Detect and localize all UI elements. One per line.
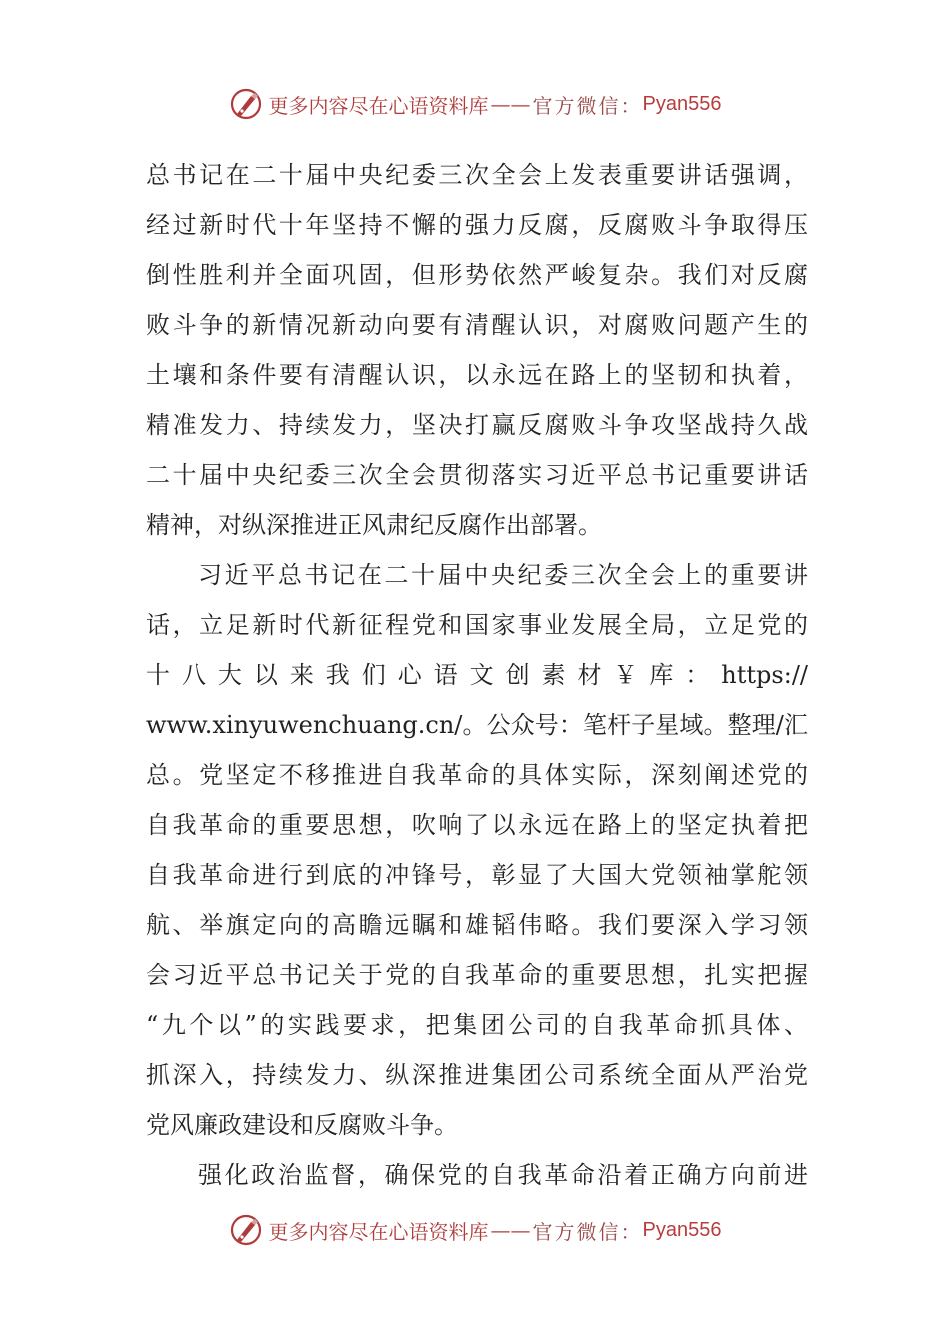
text-line: 经过新时代十年坚持不懈的强力反腐，反腐败斗争取得压 bbox=[146, 211, 808, 239]
footer-watermark-banner bbox=[0, 1210, 950, 1250]
text-line: 自我革命的重要思想，吹响了以永远在路上的坚定执着把 bbox=[146, 811, 808, 839]
pen-nib-logo-icon bbox=[229, 1213, 263, 1247]
text-line: 土壤和条件要有清醒认识，以永远在路上的坚韧和执着， bbox=[146, 361, 808, 389]
text-line: www.xinyuwenchuang.cn/。公众号：笔杆子星域。整理/汇 bbox=[146, 711, 808, 739]
banner-wechat-label: 官方微信： bbox=[532, 1219, 643, 1244]
text-line: 败斗争的新情况新动向要有清醒认识，对腐败问题产生的 bbox=[146, 311, 808, 339]
text-line: 自我革命进行到底的冲锋号，彰显了大国大党领袖掌舵领 bbox=[146, 861, 808, 889]
text-line: 航、举旗定向的高瞻远瞩和雄韬伟略。我们要深入学习领 bbox=[146, 911, 808, 939]
document-body bbox=[146, 150, 808, 1200]
pen-nib-logo-icon bbox=[229, 87, 263, 121]
paragraph bbox=[146, 150, 808, 550]
banner-main-text: 更多内容尽在心语资料库 bbox=[268, 1219, 489, 1244]
text-line: 十 八 大 以 来 我 们 心 语 文 创 素 材 ￥ 库 ： https:// bbox=[146, 661, 808, 689]
text-line: 强化政治监督，确保党的自我革命沿着正确方向前进 bbox=[198, 1161, 808, 1189]
text-line: 精神，对纵深推进正风肃纪反腐作出部署。 bbox=[146, 511, 602, 539]
paragraph bbox=[146, 550, 808, 1150]
text-line: 总。党坚定不移推进自我革命的具体实际，深刻阐述党的 bbox=[146, 761, 808, 789]
banner-wechat-label: 官方微信： bbox=[532, 93, 643, 118]
banner-separator: —— bbox=[490, 92, 531, 116]
banner-separator: —— bbox=[490, 1218, 531, 1242]
text-line: 习近平总书记在二十届中央纪委三次全会上的重要讲 bbox=[198, 561, 808, 589]
text-line: 会习近平总书记关于党的自我革命的重要思想，扎实把握 bbox=[146, 961, 808, 989]
banner-main-text: 更多内容尽在心语资料库 bbox=[268, 93, 489, 118]
text-line: 话，立足新时代新征程党和国家事业发展全局，立足党的 bbox=[146, 611, 808, 639]
text-line: 党风廉政建设和反腐败斗争。 bbox=[146, 1111, 458, 1139]
text-line: 倒性胜利并全面巩固，但形势依然严峻复杂。我们对反腐 bbox=[146, 261, 808, 289]
text-line: 总书记在二十届中央纪委三次全会上发表重要讲话强调， bbox=[146, 161, 808, 189]
text-line: 抓深入，持续发力、纵深推进集团公司系统全面从严治党 bbox=[146, 1061, 808, 1089]
header-watermark-banner bbox=[0, 84, 950, 124]
paragraph bbox=[146, 1150, 808, 1200]
banner-wechat-id: Pyan556 bbox=[642, 92, 722, 115]
text-line: “九个以”的实践要求，把集团公司的自我革命抓具体、 bbox=[146, 1011, 808, 1039]
text-line: 精准发力、持续发力，坚决打赢反腐败斗争攻坚战持久战 bbox=[146, 411, 808, 439]
text-line: 二十届中央纪委三次全会贯彻落实习近平总书记重要讲话 bbox=[146, 461, 808, 489]
banner-wechat-id: Pyan556 bbox=[642, 1218, 722, 1241]
